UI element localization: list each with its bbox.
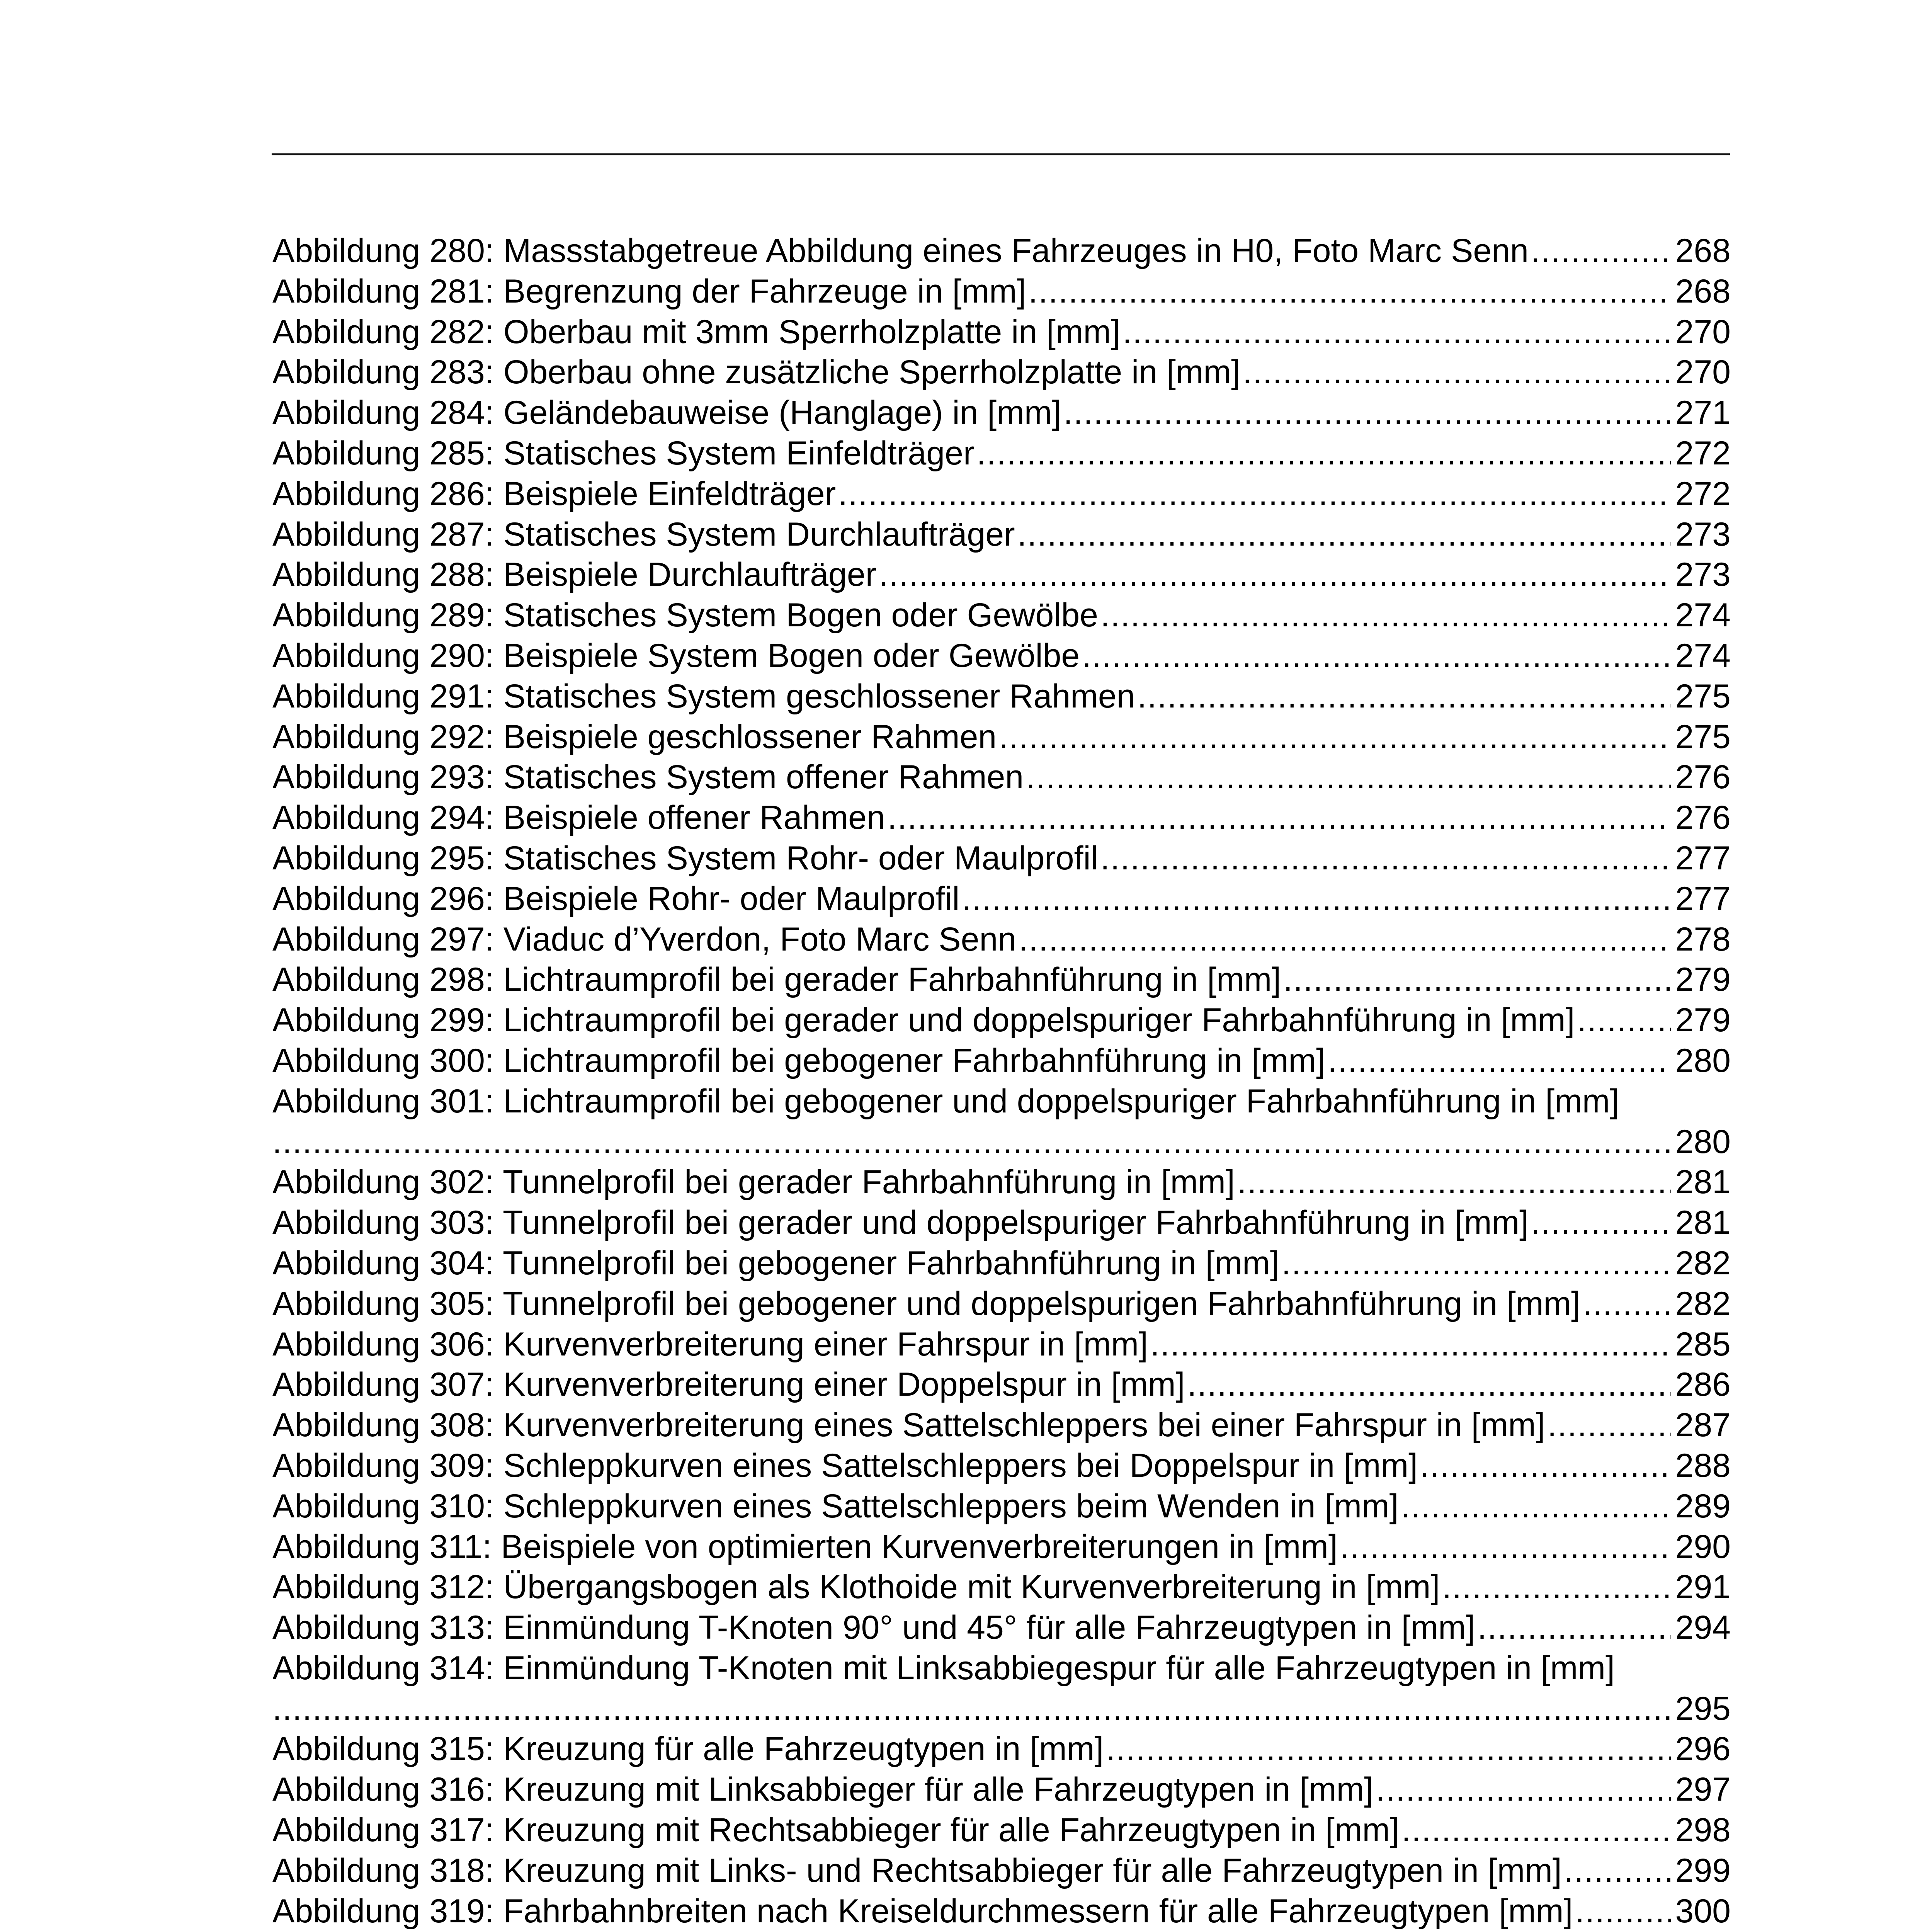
dot-leader (962, 879, 1670, 919)
dot-leader (1282, 1243, 1671, 1284)
toc-entry-label: Abbildung 317: Kreuzung mit Rechtsabbieger für alle Fahrzeugtypen in [mm] (272, 1811, 1400, 1849)
toc-entry[interactable] (272, 757, 1731, 798)
toc-entry[interactable] (272, 514, 1731, 555)
toc-entry-label: Abbildung 315: Kreuzung für alle Fahrzeugtypen in [mm] (272, 1730, 1104, 1768)
dot-leader (1082, 636, 1670, 676)
toc-entry-label: Abbildung 287: Statisches System Durchlaufträger (272, 515, 1015, 553)
toc-entry-label: Abbildung 306: Kurvenverbreiterung einer Fahrspur in [mm] (272, 1325, 1148, 1363)
toc-entry[interactable] (272, 1567, 1731, 1607)
toc-entry-label: Abbildung 307: Kurvenverbreiterung einer Doppelspur in [mm] (272, 1366, 1185, 1403)
toc-entry-label: Abbildung 298: Lichtraumprofil bei gerader Fahrbahnführung in [mm] (272, 961, 1281, 998)
dot-leader (1328, 1041, 1670, 1081)
toc-entry-label: Abbildung 301: Lichtraumprofil bei gebogener und doppelspuriger Fahrbahnführung in [mm] (272, 1082, 1619, 1120)
toc-entry[interactable] (272, 1486, 1731, 1527)
toc-entry[interactable] (272, 474, 1731, 514)
toc-entry[interactable] (272, 393, 1731, 433)
toc-entry[interactable] (272, 1364, 1731, 1405)
dot-leader (1019, 919, 1670, 960)
toc-entry-label: Abbildung 283: Oberbau ohne zusätzliche Sperrholzplatte in [mm] (272, 354, 1241, 391)
toc-entry-page-number: 285 (1675, 1325, 1731, 1363)
dot-leader (1564, 1850, 1671, 1891)
toc-entry-label: Abbildung 290: Beispiele System Bogen oder Gewölbe (272, 637, 1080, 674)
toc-entry[interactable] (272, 1284, 1731, 1324)
dot-leader (1237, 1162, 1671, 1202)
toc-entry[interactable] (272, 1324, 1731, 1365)
toc-entry-label: Abbildung 299: Lichtraumprofil bei gerader und doppelspuriger Fahrbahnführung in [mm] (272, 1002, 1575, 1039)
toc-entry-label: Abbildung 310: Schleppkurven eines Sattelschleppers beim Wenden in [mm] (272, 1487, 1399, 1525)
toc-entry-page-number: 268 (1675, 272, 1731, 310)
dot-leader (977, 433, 1671, 474)
dot-leader (1100, 838, 1671, 879)
toc-entry[interactable] (272, 1243, 1731, 1284)
toc-entry-page-number: 271 (1675, 394, 1731, 432)
toc-entry-label: Abbildung 294: Beispiele offener Rahmen (272, 799, 885, 837)
dot-leader (1017, 514, 1671, 555)
toc-entry-page-number: 274 (1675, 597, 1731, 634)
toc-entry-page-number: 280 (1675, 1123, 1731, 1160)
toc-entry-page-number: 278 (1675, 920, 1731, 958)
toc-entry[interactable] (272, 1202, 1731, 1243)
toc-entry-label: Abbildung 296: Beispiele Rohr- oder Maulprofil (272, 880, 960, 917)
dot-leader (1106, 1729, 1670, 1769)
toc-entry-page-number: 295 (1675, 1690, 1731, 1727)
dot-leader (1401, 1810, 1670, 1850)
toc-entry[interactable] (272, 1446, 1731, 1486)
toc-entry-page-number: 297 (1675, 1771, 1731, 1808)
toc-entry[interactable] (272, 636, 1731, 676)
toc-entry-page-number: 279 (1675, 1002, 1731, 1039)
toc-entry-page-number: 275 (1675, 718, 1731, 755)
toc-entry-page-number: 299 (1675, 1852, 1731, 1889)
dot-leader (272, 1689, 1671, 1729)
dot-leader (1531, 231, 1671, 271)
toc-entry-page-number: 272 (1675, 475, 1731, 512)
toc-entry-label: Abbildung 291: Statisches System geschlossener Rahmen (272, 677, 1135, 715)
toc-entry-page-number: 291 (1675, 1568, 1731, 1606)
toc-entry-page-number: 270 (1675, 354, 1731, 391)
toc-entry-label: Abbildung 313: Einmündung T-Knoten 90° und 45° für alle Fahrzeugtypen in [mm] (272, 1609, 1475, 1646)
toc-entry[interactable] (272, 1000, 1731, 1041)
toc-entry[interactable] (272, 1648, 1731, 1689)
toc-entry-label: Abbildung 297: Viaduc d’Yverdon, Foto Marc Senn (272, 920, 1017, 958)
toc-entry-page-number: 268 (1675, 232, 1731, 269)
toc-entry[interactable] (272, 433, 1731, 474)
toc-entry[interactable] (272, 1850, 1731, 1891)
toc-entry-label: Abbildung 300: Lichtraumprofil bei gebogener Fahrbahnführung in [mm] (272, 1042, 1326, 1079)
toc-entry[interactable] (272, 838, 1731, 879)
toc-entry-label: Abbildung 280: Massstabgetreue Abbildung eines Fahrzeuges in H0, Foto Marc Senn (272, 232, 1529, 269)
toc-entry[interactable] (272, 352, 1731, 393)
toc-entry-label: Abbildung 316: Kreuzung mit Linksabbieger für alle Fahrzeugtypen in [mm] (272, 1771, 1374, 1808)
toc-entry[interactable] (272, 1081, 1731, 1122)
dot-leader (1340, 1527, 1671, 1567)
toc-entry-label: Abbildung 281: Begrenzung der Fahrzeuge in [mm] (272, 272, 1026, 310)
dot-leader (838, 474, 1670, 514)
dot-leader (1187, 1364, 1671, 1405)
toc-entry[interactable] (272, 554, 1731, 595)
toc-entry-label: Abbildung 286: Beispiele Einfeldträger (272, 475, 836, 512)
toc-entry-page-number: 280 (1675, 1042, 1731, 1079)
dot-leader (888, 798, 1671, 838)
toc-entry-page-number: 289 (1675, 1487, 1731, 1525)
list-of-figures (272, 231, 1731, 1932)
toc-entry-page-number: 281 (1675, 1163, 1731, 1201)
toc-entry[interactable] (272, 717, 1731, 757)
toc-entry-label: Abbildung 289: Statisches System Bogen oder Gewölbe (272, 597, 1098, 634)
toc-entry-page-number: 298 (1675, 1811, 1731, 1849)
toc-entry-page-number: 273 (1675, 515, 1731, 553)
dot-leader (999, 717, 1670, 757)
toc-entry-label: Abbildung 308: Kurvenverbreiterung eines Sattelschleppers bei einer Fahrspur in [mm] (272, 1406, 1545, 1444)
toc-entry-page-number: 276 (1675, 799, 1731, 837)
dot-leader (1401, 1486, 1671, 1527)
dot-leader (1531, 1202, 1670, 1243)
toc-entry[interactable] (272, 1041, 1731, 1081)
toc-entry[interactable] (272, 1527, 1731, 1567)
dot-leader (1478, 1607, 1671, 1648)
toc-entry-page-number: 282 (1675, 1244, 1731, 1282)
dot-leader (1577, 1000, 1670, 1041)
toc-entry-page-number: 287 (1675, 1406, 1731, 1444)
toc-entry-label: Abbildung 319: Fahrbahnbreiten nach Kreiseldurchmessern für alle Fahrzeugtypen [mm] (272, 1892, 1573, 1930)
toc-entry-page-number: 277 (1675, 839, 1731, 877)
toc-entry[interactable] (272, 1891, 1731, 1932)
toc-entry-page-number: 274 (1675, 637, 1731, 674)
dot-leader (1063, 393, 1670, 433)
dot-leader (1122, 312, 1670, 352)
dot-leader (879, 554, 1670, 595)
toc-entry[interactable] (272, 1607, 1731, 1648)
toc-entry-label: Abbildung 311: Beispiele von optimierten Kurvenverbreiterungen in [mm] (272, 1528, 1338, 1565)
dot-leader (1583, 1284, 1670, 1324)
dot-leader (1026, 757, 1670, 798)
toc-entry[interactable] (272, 879, 1731, 919)
header-rule (272, 153, 1730, 155)
toc-entry-label: Abbildung 303: Tunnelprofil bei gerader und doppelspuriger Fahrbahnführung in [mm] (272, 1204, 1529, 1242)
toc-entry[interactable] (272, 1405, 1731, 1446)
dot-leader (1029, 271, 1671, 312)
toc-entry-page-number: 276 (1675, 759, 1731, 796)
toc-entry-page-number: 273 (1675, 556, 1731, 594)
toc-entry-page-number: 281 (1675, 1204, 1731, 1242)
toc-entry-label: Abbildung 312: Übergangsbogen als Klothoide mit Kurvenverbreiterung in [mm] (272, 1568, 1440, 1606)
toc-entry[interactable] (272, 798, 1731, 838)
toc-entry[interactable] (272, 231, 1731, 271)
toc-entry[interactable] (272, 271, 1731, 312)
toc-entry-label: Abbildung 285: Statisches System Einfeldträger (272, 434, 975, 472)
toc-entry-label: Abbildung 304: Tunnelprofil bei gebogener Fahrbahnführung in [mm] (272, 1244, 1279, 1282)
toc-entry-label: Abbildung 292: Beispiele geschlossener Rahmen (272, 718, 997, 755)
toc-entry-page-number: 290 (1675, 1528, 1731, 1565)
dot-leader (1548, 1405, 1671, 1446)
toc-entry-page-number: 288 (1675, 1447, 1731, 1484)
toc-entry[interactable] (272, 1810, 1731, 1850)
toc-entry-page-number: 275 (1675, 677, 1731, 715)
toc-entry-label: Abbildung 309: Schleppkurven eines Sattelschleppers bei Doppelspur in [mm] (272, 1447, 1418, 1484)
toc-entry[interactable] (272, 1769, 1731, 1810)
toc-entry-label: Abbildung 302: Tunnelprofil bei gerader Fahrbahnführung in [mm] (272, 1163, 1235, 1201)
dot-leader (1283, 959, 1670, 1000)
dot-leader (1420, 1446, 1671, 1486)
toc-entry-page-number: 282 (1675, 1285, 1731, 1322)
toc-entry[interactable] (272, 1689, 1731, 1729)
toc-entry[interactable] (272, 676, 1731, 717)
toc-entry-page-number: 277 (1675, 880, 1731, 917)
dot-leader (1376, 1769, 1670, 1810)
toc-entry-page-number: 286 (1675, 1366, 1731, 1403)
dot-leader (1100, 595, 1671, 636)
toc-entry-label: Abbildung 284: Geländebauweise (Hanglage) in [mm] (272, 394, 1061, 432)
dot-leader (272, 1122, 1671, 1162)
dot-leader (1137, 676, 1670, 717)
toc-entry[interactable] (272, 312, 1731, 352)
toc-entry[interactable] (272, 1162, 1731, 1202)
toc-entry-page-number: 300 (1675, 1892, 1731, 1930)
toc-entry-page-number: 270 (1675, 313, 1731, 350)
toc-entry-page-number: 296 (1675, 1730, 1731, 1768)
dot-leader (1150, 1324, 1671, 1365)
toc-entry-label: Abbildung 293: Statisches System offener Rahmen (272, 759, 1024, 796)
dot-leader (1575, 1891, 1670, 1932)
toc-entry-label: Abbildung 314: Einmündung T-Knoten mit Linksabbiegespur für alle Fahrzeugtypen in [mm] (272, 1649, 1615, 1687)
dot-leader (1243, 352, 1670, 393)
toc-entry-label: Abbildung 318: Kreuzung mit Links- und Rechtsabbieger für alle Fahrzeugtypen in [mm] (272, 1852, 1562, 1889)
toc-entry-label: Abbildung 295: Statisches System Rohr- oder Maulprofil (272, 839, 1098, 877)
toc-entry[interactable] (272, 1122, 1731, 1162)
toc-entry-page-number: 279 (1675, 961, 1731, 998)
toc-entry[interactable] (272, 959, 1731, 1000)
toc-entry[interactable] (272, 919, 1731, 960)
toc-entry-page-number: 272 (1675, 434, 1731, 472)
toc-entry-page-number: 294 (1675, 1609, 1731, 1646)
toc-entry-label: Abbildung 282: Oberbau mit 3mm Sperrholzplatte in [mm] (272, 313, 1121, 350)
dot-leader (1442, 1567, 1670, 1607)
toc-entry[interactable] (272, 1729, 1731, 1769)
toc-entry-label: Abbildung 288: Beispiele Durchlaufträger (272, 556, 877, 594)
toc-entry[interactable] (272, 595, 1731, 636)
toc-entry-label: Abbildung 305: Tunnelprofil bei gebogener und doppelspurigen Fahrbahnführung in [mm] (272, 1285, 1581, 1322)
